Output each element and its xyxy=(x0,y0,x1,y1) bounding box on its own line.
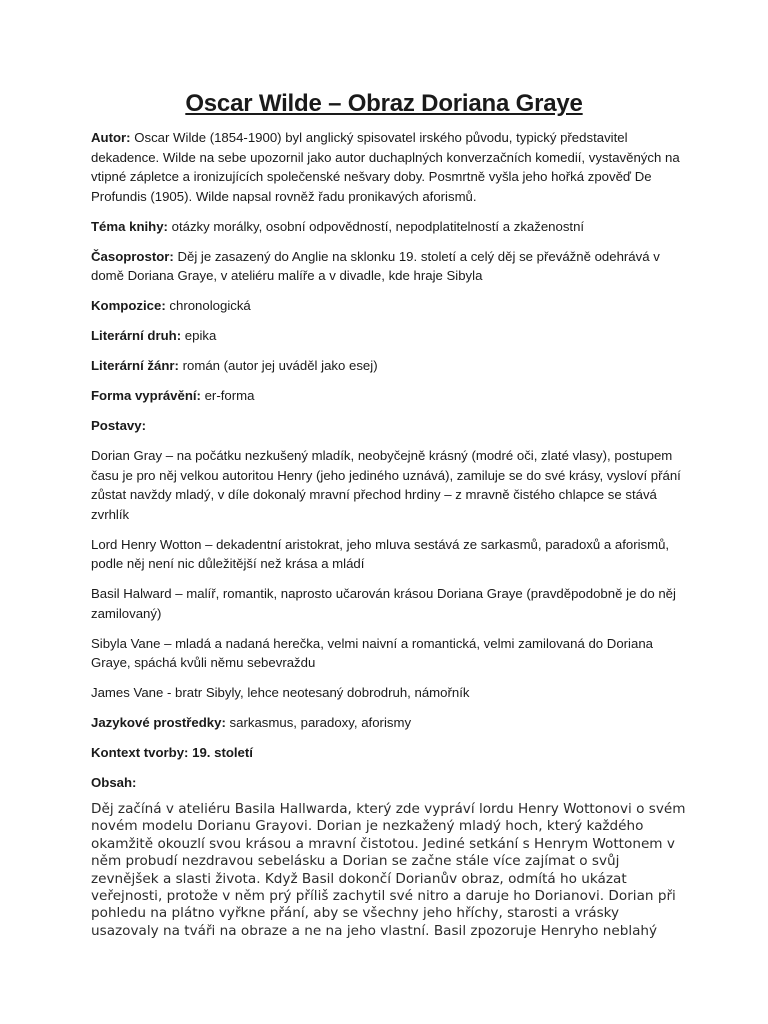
character-james: James Vane - bratr Sibyly, lehce neotesaný dobrodruh, námořník xyxy=(91,685,470,700)
setting-paragraph xyxy=(91,247,691,286)
document-title: Oscar Wilde – Obraz Doriana Graye xyxy=(185,90,583,117)
language-paragraph xyxy=(91,713,691,733)
theme-label: Téma knihy: xyxy=(91,218,168,234)
summary-text: Děj začíná v ateliéru Basila Hallwarda, který zde vypráví lordu Henry Wottonovi o svém novém modelu Dorianu Grayovi. Dorian je nezkažený mladý hoch, který každého okamžitě okouzlí svou krásou a mravní čistotou. Jediné setkání s Henrym Wottonem v něm probudí nezdravou sebelásku a Dorian se začne stále více zajímat o svůj zevnějšek a slasti života. Když Basil dokončí Dorianův obraz, odmítá ho ukázat veřejnosti, protože v něm prý příliš zachytil své nitro a daruje ho Dorianovi. Dorian při pohledu na plátno vyřkne přání, aby se všechny jeho hříchy, starosti a vrásky usazovaly na tváři na obraze a ne na jeho vlastní. Basil zpozoruje Henryho neblahý xyxy=(91,801,686,939)
setting-text: Děj je zasazený do Anglie na sklonku 19. století a celý děj se převážně odehrává v domě Doriana Graye, v ateliéru malíře a v divadle, kde hraje Sibyla xyxy=(91,248,660,283)
theme-text: otázky morálky, osobní odpovědností, nepodplatitelností a zkaženostní xyxy=(167,218,585,234)
character-dorian: Dorian Gray – na počátku nezkušený mladík, neobyčejně krásný (modré oči, zlaté vlasy), postupem času je pro něj velkou autoritou Henry (jeho jediného uznává), zamiluje se do své krásy, vysloví přání zůstat navždy mladý, v díle dokonalý mravní přechod hrdiny – z mravně čistého chlapce se stává zvrhlík xyxy=(91,448,681,522)
language-label: Jazykové prostředky: xyxy=(91,715,226,730)
genre-text: román (autor jej uváděl jako esej) xyxy=(178,358,378,373)
summary-heading: Obsah: xyxy=(91,775,137,790)
characters-heading: Postavy: xyxy=(91,418,146,433)
author-text: Oscar Wilde (1854-1900) byl anglický spisovatel irského původu, typický představitel dekadence. Wilde na sebe upozornil jako autor duchaplných konverzačních komedií, vystavěných na vtipné zápletce a ironizujících společenské nešvary doby. Posmrtně vyšla jeho hořká zpověď De Profundis (1905). Wilde napsal rovněž řadu pronikavých aforismů. xyxy=(91,130,680,204)
theme-paragraph xyxy=(91,217,691,237)
context-text: 19. století xyxy=(188,745,253,760)
author-paragraph xyxy=(91,128,691,206)
setting-label: Časoprostor: xyxy=(91,248,174,264)
character-henry: Lord Henry Wotton – dekadentní aristokrat, jeho mluva sestává ze sarkasmů, paradoxů a aforismů, podle něj není nic důležitější než krása a mládí xyxy=(91,536,670,571)
narration-paragraph xyxy=(91,386,691,406)
narration-text: er-forma xyxy=(200,388,255,403)
context-paragraph xyxy=(91,743,691,763)
genre-paragraph xyxy=(91,356,691,376)
composition-label: Kompozice: xyxy=(91,298,166,313)
context-label: Kontext tvorby: xyxy=(91,745,189,760)
narration-label: Forma vyprávění: xyxy=(91,388,201,403)
genre-label: Literární žánr: xyxy=(91,358,179,373)
genre-type-label: Literární druh: xyxy=(91,328,182,343)
character-basil: Basil Halward – malíř, romantik, naprosto učarován krásou Doriana Graye (pravděpodobně je do něj zamilovaný) xyxy=(91,586,676,621)
character-sibyla: Sibyla Vane – mladá a nadaná herečka, velmi naivní a romantická, velmi zamilovaná do Doriana Graye, spáchá kvůli němu sebevraždu xyxy=(91,635,653,670)
author-label: Autor: xyxy=(91,130,131,145)
genre-type-paragraph xyxy=(91,326,691,346)
language-text: sarkasmus, paradoxy, aforismy xyxy=(225,715,412,730)
composition-paragraph xyxy=(91,296,691,316)
genre-type-text: epika xyxy=(181,328,217,343)
composition-text: chronologická xyxy=(165,298,251,313)
document-body xyxy=(91,128,691,951)
